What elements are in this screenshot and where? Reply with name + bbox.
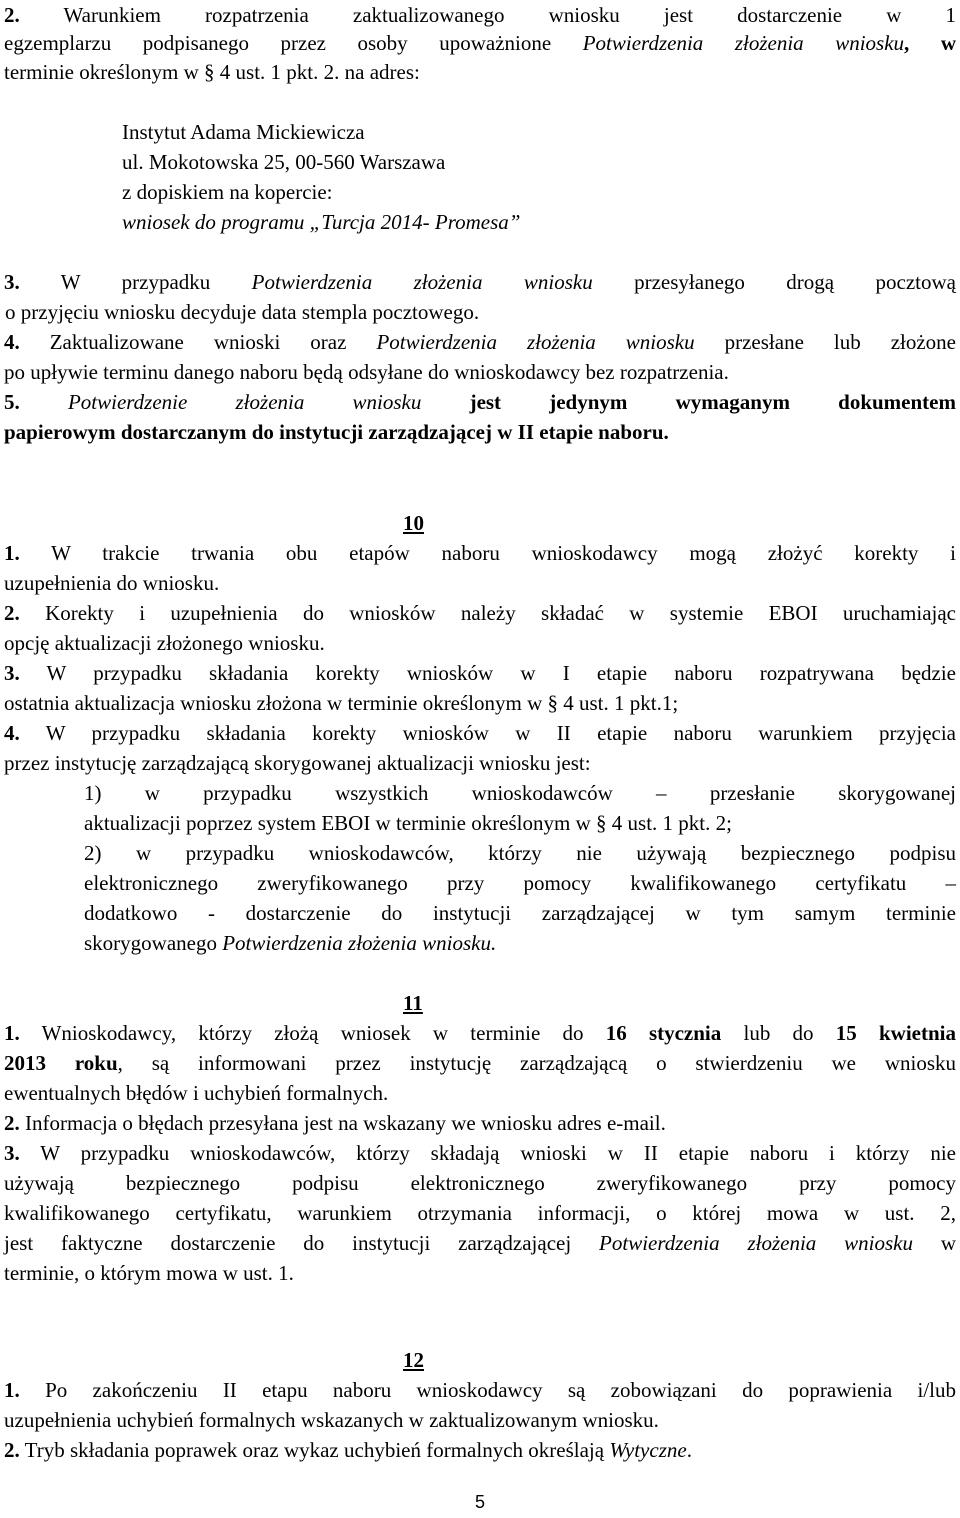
section-10-heading: 10	[403, 511, 424, 535]
section-10-item-1-line-1: 1. W trakcie trwania obu etapów naboru wnioskodawcy mogą złożyć korekty i	[4, 541, 956, 565]
paragraph-2-line-1: 2. Warunkiem rozpatrzenia zaktualizowanego wniosku jest dostarczenie w 1	[4, 3, 956, 27]
paragraph-3-line-1: 3. W przypadku Potwierdzenia złożenia wniosku przesyłanego drogą pocztową	[4, 270, 956, 294]
section-12-item-2: 2. Tryb składania poprawek oraz wykaz uchybień formalnych określają Wytyczne.	[4, 1438, 692, 1462]
paragraph-2-line-2: egzemplarzu podpisanego przez osoby upoważnione Potwierdzenia złożenia wniosku, w	[4, 31, 957, 55]
section-11-item-3-line-3: kwalifikowanego certyfikatu, warunkiem otrzymania informacji, o której mowa w ust. 2,	[4, 1201, 956, 1225]
address-line-3: z dopiskiem na kopercie:	[122, 180, 333, 204]
section-10-item-1-line-2: uzupełnienia do wniosku.	[4, 571, 220, 595]
paragraph-5-line-2: papierowym dostarczanym do instytucji zarządzającej w II etapie naboru.	[4, 420, 669, 444]
section-11-item-1-line-3: ewentualnych błędów i uchybień formalnych.	[4, 1081, 389, 1105]
section-11-item-3-line-5: terminie, o którym mowa w ust. 1.	[4, 1261, 294, 1285]
section-11-item-2: 2. Informacja o błędach przesyłana jest na wskazany we wniosku adres e-mail.	[4, 1111, 666, 1135]
section-11-item-3-line-1: 3. W przypadku wnioskodawców, którzy składają wnioski w II etapie naboru i którzy nie	[4, 1141, 956, 1165]
section-10-item-2-line-2: opcję aktualizacji złożonego wniosku.	[4, 631, 325, 655]
section-11-item-3-line-2: używają bezpiecznego podpisu elektronicznego zweryfikowanego przy pomocy	[4, 1171, 956, 1195]
sub-item-2-line-1: 2) w przypadku wnioskodawców, którzy nie używają bezpiecznego podpisu	[84, 841, 956, 865]
address-line-4: wniosek do programu „Turcja 2014- Promesa”	[122, 210, 521, 234]
paragraph-2-line-3: terminie określonym w § 4 ust. 1 pkt. 2. na adres:	[4, 60, 420, 84]
address-line-2: ul. Mokotowska 25, 00-560 Warszawa	[122, 150, 446, 174]
paragraph-3-line-2: o przyjęciu wniosku decyduje data stempla pocztowego.	[5, 300, 480, 324]
sub-item-2-line-3: dodatkowo - dostarczenie do instytucji zarządzającej w tym samym terminie	[84, 901, 956, 925]
section-11-item-1-line-1: 1. Wnioskodawcy, którzy złożą wniosek w terminie do 16 stycznia lub do 15 kwietnia	[4, 1021, 956, 1045]
paragraph-4-line-1: 4. Zaktualizowane wnioski oraz Potwierdzenia złożenia wniosku przesłane lub złożone	[4, 330, 956, 354]
sub-item-1-line-1: 1) w przypadku wszystkich wnioskodawców – przesłanie skorygowanej	[84, 781, 956, 805]
sub-item-2-line-2: elektronicznego zweryfikowanego przy pomocy kwalifikowanego certyfikatu –	[84, 871, 956, 895]
sub-item-2-line-4: skorygowanego Potwierdzenia złożenia wniosku.	[84, 931, 497, 955]
section-12-item-1-line-1: 1. Po zakończeniu II etapu naboru wnioskodawcy są zobowiązani do poprawienia i/lub	[4, 1378, 956, 1402]
paragraph-4-line-2: po upływie terminu danego naboru będą odsyłane do wnioskodawcy bez rozpatrzenia.	[4, 360, 729, 384]
sub-item-1-line-2: aktualizacji poprzez system EBOI w terminie określonym w § 4 ust. 1 pkt. 2;	[84, 811, 732, 835]
section-10-item-3-line-2: ostatnia aktualizacja wniosku złożona w terminie określonym w § 4 ust. 1 pkt.1;	[4, 691, 679, 715]
section-10-item-4-line-1: 4. W przypadku składania korekty wniosków w II etapie naboru warunkiem przyjęcia	[4, 721, 956, 745]
section-10-item-2-line-1: 2. Korekty i uzupełnienia do wniosków należy składać w systemie EBOI uruchamiając	[4, 601, 956, 625]
address-line-1: Instytut Adama Mickiewicza	[122, 120, 365, 144]
section-10-item-4-line-2: przez instytucję zarządzającą skorygowanej aktualizacji wniosku jest:	[4, 751, 591, 775]
section-12-heading: 12	[403, 1348, 424, 1372]
page-number: 5	[474, 1492, 485, 1512]
section-10-item-3-line-1: 3. W przypadku składania korekty wniosków w I etapie naboru rozpatrywana będzie	[4, 661, 956, 685]
section-11-item-3-line-4: jest faktyczne dostarczenie do instytucji zarządzającej Potwierdzenia złożenia wniosku w	[4, 1231, 956, 1255]
paragraph-5-line-1: 5. Potwierdzenie złożenia wniosku jest jedynym wymaganym dokumentem	[4, 390, 956, 414]
section-12-item-1-line-2: uzupełnienia uchybień formalnych wskazanych w zaktualizowanym wniosku.	[4, 1408, 659, 1432]
section-11-item-1-line-2: 2013 roku, są informowani przez instytucję zarządzającą o stwierdzeniu we wniosku	[4, 1051, 956, 1075]
section-11-heading: 11	[403, 991, 423, 1015]
